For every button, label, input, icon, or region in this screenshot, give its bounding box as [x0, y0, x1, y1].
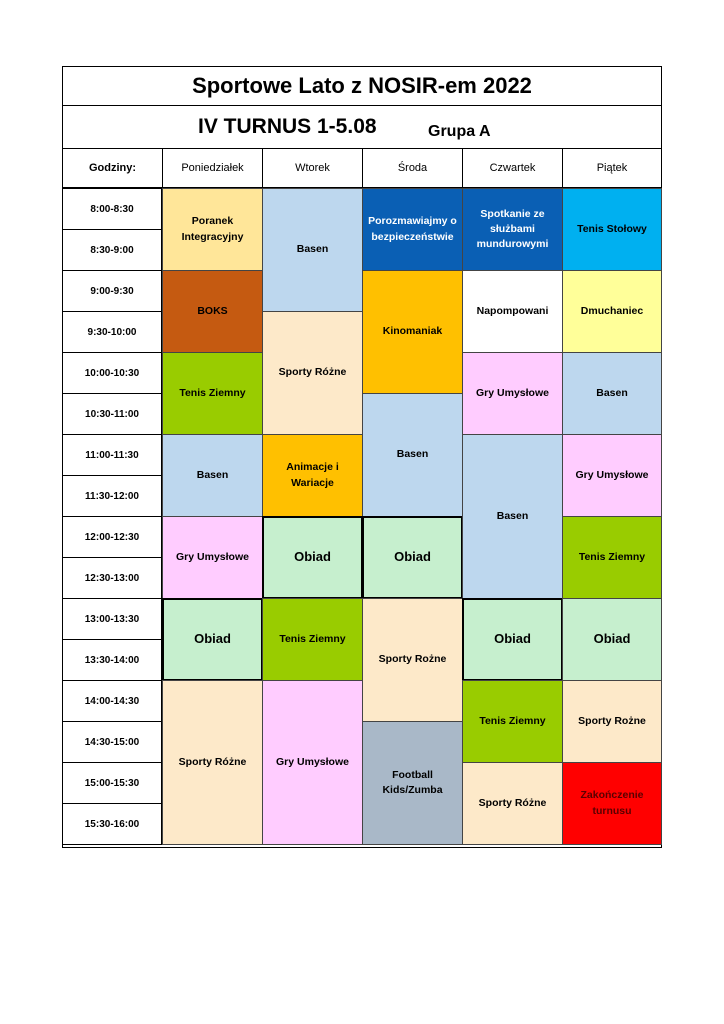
activity-cell: [262, 434, 363, 517]
activity-label: Obiad: [294, 549, 331, 565]
activity-label: Tenis Ziemny: [578, 550, 646, 563]
activity-cell: [562, 352, 662, 435]
activity-label: Tenis Ziemny: [179, 386, 246, 399]
activity-cell: [162, 516, 263, 599]
activity-label: Basen: [296, 243, 329, 256]
time-slot: 15:00-15:30: [62, 762, 162, 804]
activity-label: Tenis Ziemny: [479, 714, 546, 727]
activity-label: Obiad: [194, 631, 231, 647]
activity-cell: [162, 188, 263, 271]
activity-label: Sporty Rożne: [378, 653, 447, 666]
time-slot: 14:30-15:00: [62, 721, 162, 763]
activity-label: Sporty Różne: [278, 366, 347, 379]
activity-cell: [362, 721, 463, 845]
activity-label: Obiad: [394, 549, 431, 565]
activity-label: Sporty Różne: [478, 796, 547, 809]
time-slot: 12:00-12:30: [62, 516, 162, 558]
time-slot: 8:00-8:30: [62, 188, 162, 230]
activity-cell: [562, 680, 662, 763]
time-slot: 15:30-16:00: [62, 803, 162, 845]
activity-label: Gry Umysłowe: [476, 386, 549, 399]
column-header-day: Piątek: [562, 148, 662, 188]
activity-label: Basen: [196, 468, 229, 481]
activity-label: Sporty Rożne: [578, 714, 646, 727]
activity-label: Spotkanie ze służbami mundurowymi: [476, 207, 549, 251]
column-header-hours: Godziny:: [62, 148, 163, 188]
time-slot: 13:00-13:30: [62, 598, 162, 640]
activity-label: Animacje i Wariacje: [286, 461, 339, 489]
time-slot: 10:00-10:30: [62, 352, 162, 394]
activity-label: Obiad: [494, 631, 531, 647]
activity-label: Gry Umysłowe: [575, 468, 649, 481]
activity-cell: [562, 270, 662, 353]
activity-cell: [362, 393, 463, 517]
activity-cell: [162, 270, 263, 353]
activity-label: Napompowani: [476, 304, 549, 317]
activity-cell: [162, 598, 263, 681]
activity-cell: [262, 188, 363, 312]
time-slot: 10:30-11:00: [62, 393, 162, 435]
activity-label: Kinomaniak: [382, 325, 443, 338]
activity-label: BOKS: [197, 304, 228, 317]
activity-label: Basen: [396, 448, 429, 461]
activity-cell: [162, 680, 263, 845]
activity-cell: [262, 516, 363, 599]
activity-cell: [362, 270, 463, 394]
activity-cell: [262, 311, 363, 435]
activity-label: Obiad: [593, 631, 631, 647]
column-header-day: Poniedziałek: [162, 148, 263, 188]
activity-label: Dmuchaniec: [580, 304, 644, 317]
column-header-day: Środa: [362, 148, 463, 188]
activity-cell: [562, 598, 662, 681]
activity-cell: [462, 270, 563, 353]
activity-cell: [462, 680, 563, 763]
activity-cell: [462, 352, 563, 435]
time-slot: 14:00-14:30: [62, 680, 162, 722]
activity-cell: [362, 516, 463, 599]
column-header-day: Wtorek: [262, 148, 363, 188]
activity-label: Basen: [496, 509, 529, 522]
time-slot: 9:30-10:00: [62, 311, 162, 353]
activity-cell: [562, 762, 662, 845]
activity-cell: [462, 598, 563, 681]
activity-cell: [462, 762, 563, 845]
time-slot: 9:00-9:30: [62, 270, 162, 312]
time-slot: 12:30-13:00: [62, 557, 162, 599]
activity-cell: [362, 188, 463, 271]
time-slot: 11:30-12:00: [62, 475, 162, 517]
activity-label: Gry Umysłowe: [176, 550, 249, 563]
time-slot: 13:30-14:00: [62, 639, 162, 681]
activity-cell: [162, 434, 263, 517]
activity-cell: [462, 434, 563, 599]
activity-label: Football Kids/Zumba: [382, 768, 443, 796]
activity-cell: [562, 516, 662, 599]
activity-cell: [562, 434, 662, 517]
activity-label: Sporty Różne: [178, 755, 247, 768]
subtitle-row: [62, 105, 662, 149]
activity-cell: [562, 188, 662, 271]
activity-cell: [162, 352, 263, 435]
activity-cell: [262, 598, 363, 681]
time-slot: 8:30-9:00: [62, 229, 162, 271]
turnus-label: IV TURNUS 1-5.08: [198, 115, 377, 138]
activity-label: Gry Umysłowe: [276, 755, 349, 768]
activity-cell: [362, 598, 463, 722]
activity-cell: [262, 680, 363, 845]
activity-label: Tenis Ziemny: [279, 632, 346, 645]
page-title: [62, 66, 662, 106]
column-header-day: Czwartek: [462, 148, 563, 188]
group-label: Grupa A: [428, 123, 491, 140]
time-slot: 11:00-11:30: [62, 434, 162, 476]
activity-label: Porozmawiajmy o bezpieczeństwie: [368, 215, 457, 243]
activity-label: Poranek Integracyjny: [181, 215, 244, 243]
activity-label: Tenis Stołowy: [577, 222, 647, 235]
page-title-text: Sportowe Lato z NOSIR-em 2022: [192, 73, 532, 98]
activity-label: Zakończenie turnusu: [580, 789, 644, 817]
activity-label: Basen: [596, 386, 628, 399]
activity-cell: [462, 188, 563, 271]
